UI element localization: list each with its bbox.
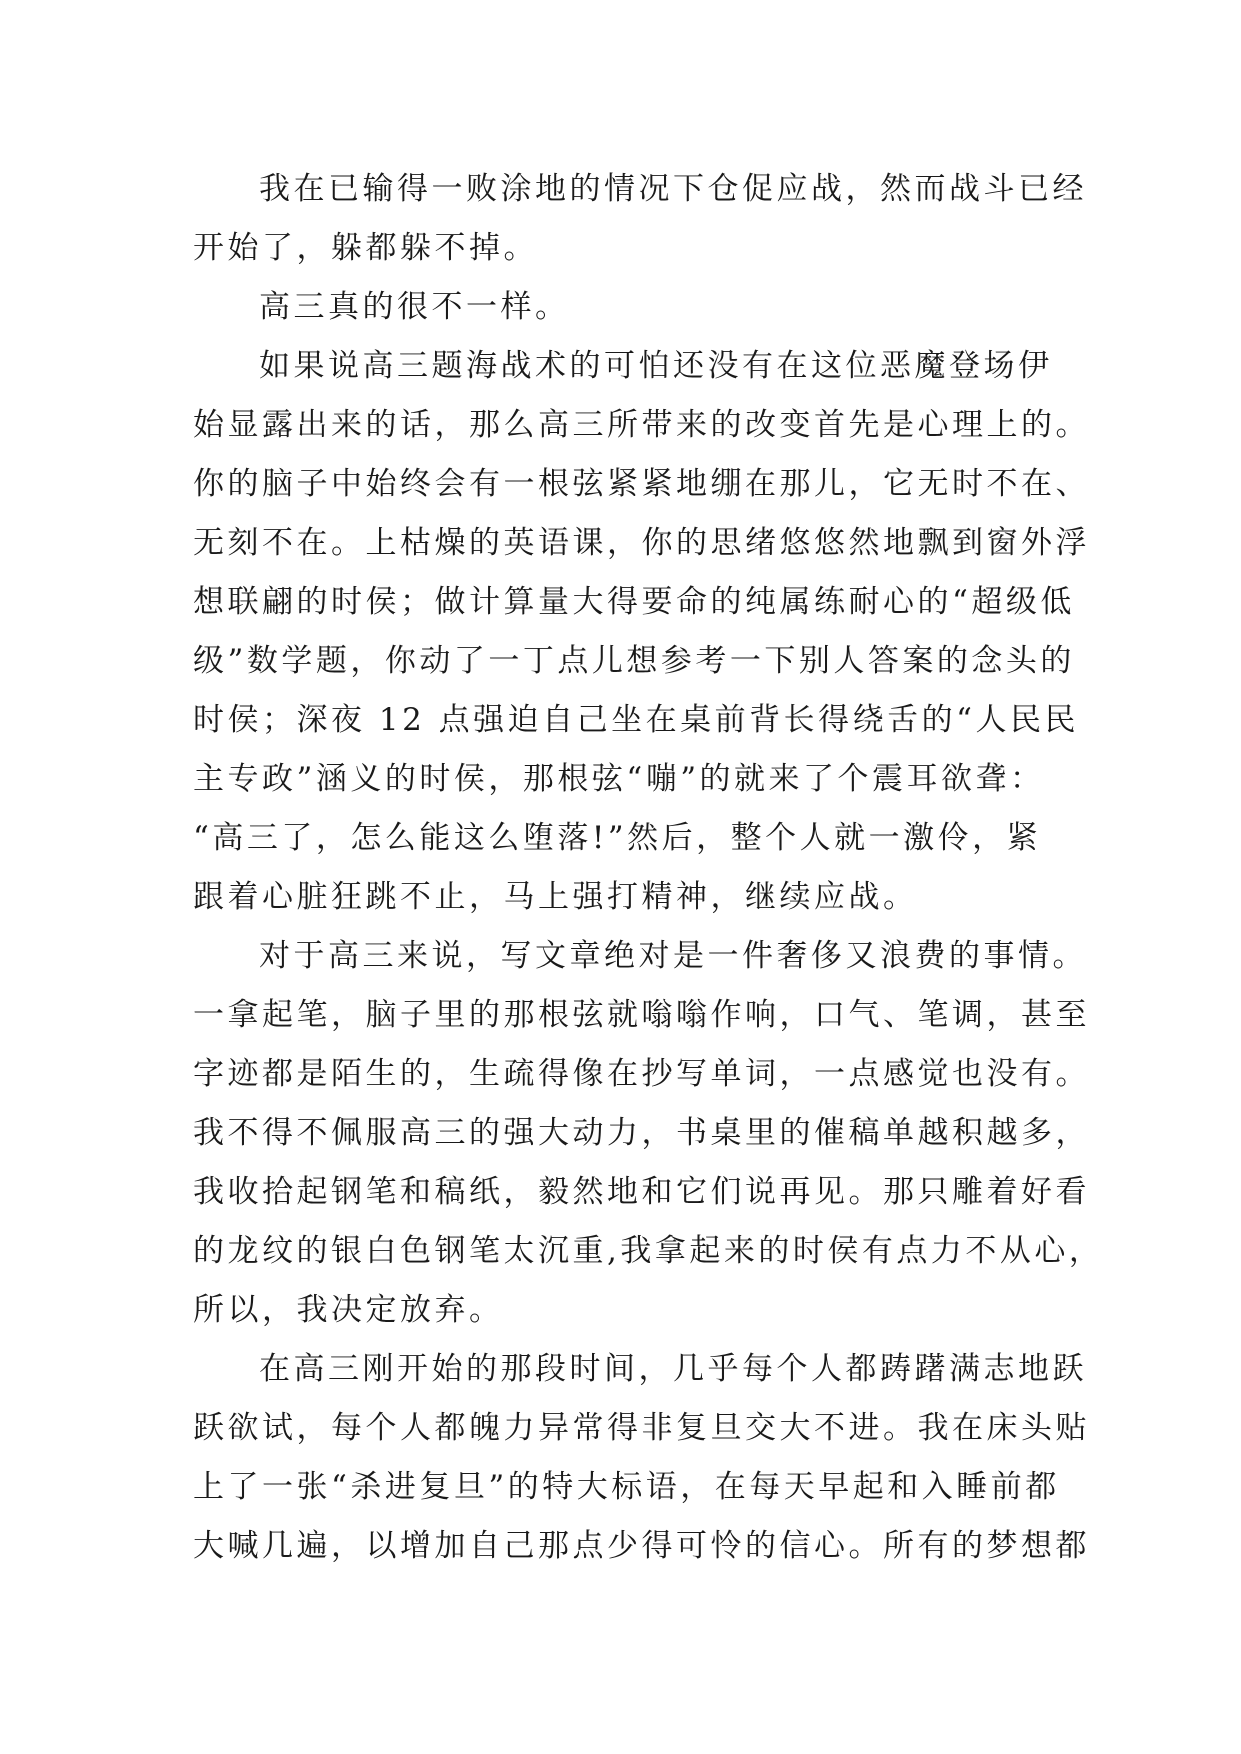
paragraph: [193, 160, 1087, 278]
paragraph: [193, 278, 1073, 337]
text-line: 主专政”涵义的时侯，那根弦“嘣”的就来了个震耳欲聋：: [193, 761, 1045, 797]
text-line: 我在已输得一败涂地的情况下仓促应战，然而战斗已经: [259, 171, 1087, 207]
text-line: 想联翩的时侯；做计算量大得要命的纯属练耐心的“超级低: [193, 584, 1075, 620]
text-line: 所以，我决定放弃。: [193, 1292, 504, 1328]
text-line: 如果说高三题海战术的可怕还没有在这位恶魔登场伊: [259, 348, 1053, 384]
text-line: 高三真的很不一样。: [259, 289, 570, 325]
text-line: 字迹都是陌生的，生疏得像在抄写单词，一点感觉也没有。: [193, 1056, 1090, 1092]
text-line: 开始了，躲都躲不掉。: [193, 230, 538, 266]
text-line: “高三了，怎么能这么堕落!”然后，整个人就一激伶，紧: [193, 820, 1042, 856]
paragraph: [193, 337, 1090, 927]
text-line: 一拿起笔，脑子里的那根弦就嗡嗡作响，口气、笔调，甚至: [193, 997, 1090, 1033]
text-line: 时侯；深夜 12 点强迫自己坐在桌前背长得绕舌的“人民民: [193, 702, 1079, 738]
text-line: 在高三刚开始的那段时间，几乎每个人都踌躇满志地跃: [259, 1351, 1087, 1387]
text-line: 对于高三来说，写文章绝对是一件奢侈又浪费的事情。: [259, 938, 1087, 974]
text-line: 大喊几遍，以增加自己那点少得可怜的信心。所有的梦想都: [193, 1528, 1090, 1564]
text-line: 上了一张“杀进复旦”的特大标语，在每天早起和入睡前都: [193, 1469, 1060, 1505]
paragraph: [193, 1340, 1090, 1576]
paragraph: [193, 927, 1104, 1340]
text-line: 始显露出来的话，那么高三所带来的改变首先是心理上的。: [193, 407, 1090, 443]
text-line: 我收拾起钢笔和稿纸，毅然地和它们说再见。那只雕着好看: [193, 1174, 1090, 1210]
text-line: 跟着心脏狂跳不止，马上强打精神，继续应战。: [193, 879, 918, 915]
text-line: 级”数学题，你动了一丁点儿想参考一下别人答案的念头的: [193, 643, 1075, 679]
text-line: 你的脑子中始终会有一根弦紧紧地绷在那儿，它无时不在、: [193, 466, 1090, 502]
text-line: 无刻不在。上枯燥的英语课，你的思绪悠悠然地飘到窗外浮: [193, 525, 1090, 561]
article-body: [193, 160, 1104, 1576]
text-line: 我不得不佩服高三的强大动力，书桌里的催稿单越积越多，: [193, 1115, 1090, 1151]
text-line: 的龙纹的银白色钢笔太沉重,我拿起来的时侯有点力不从心，: [193, 1233, 1104, 1269]
text-line: 跃欲试，每个人都魄力异常得非复旦交大不进。我在床头贴: [193, 1410, 1090, 1446]
